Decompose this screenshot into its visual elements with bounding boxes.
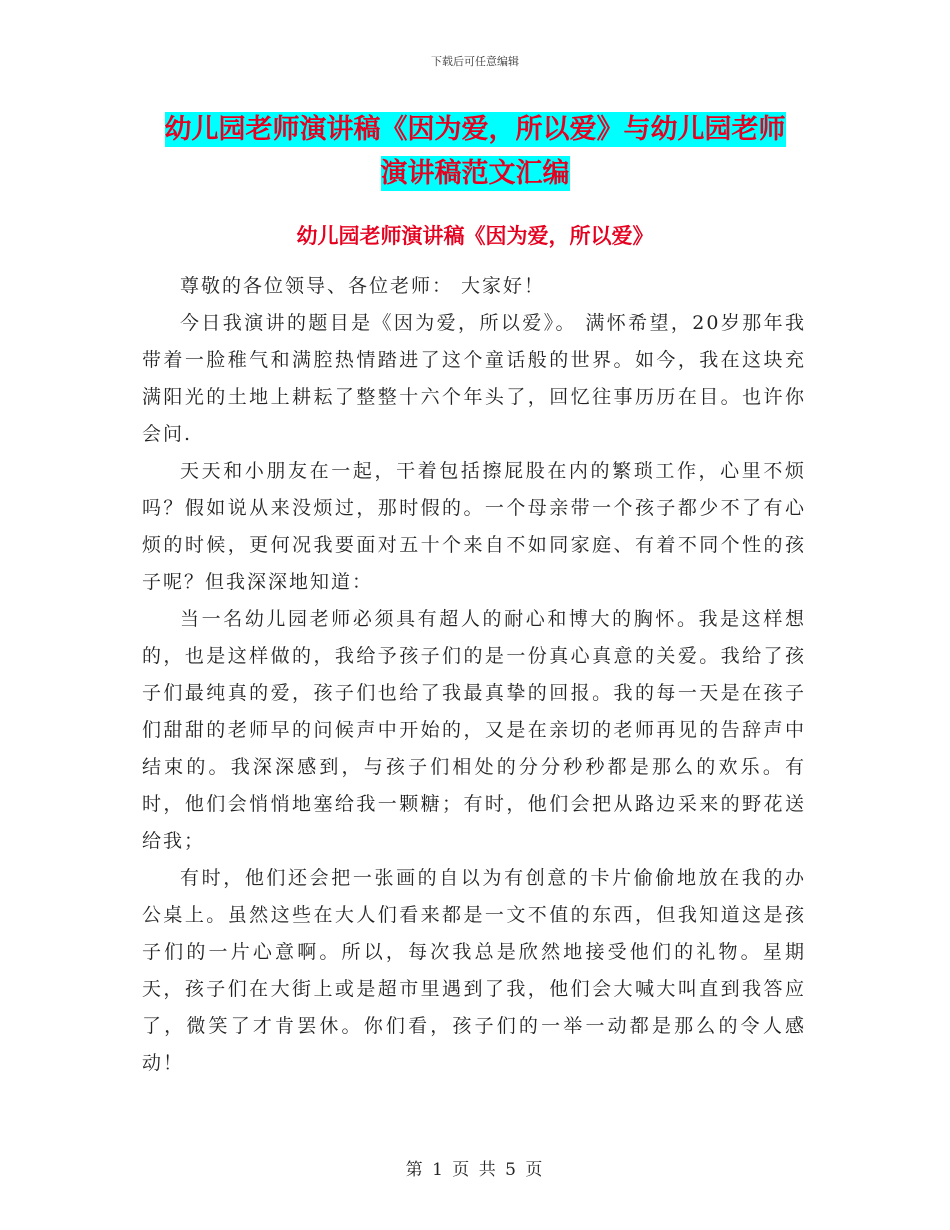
paragraph: 今日我演讲的题目是《因为爱，所以爱》。 满怀希望，20岁那年我带着一脸稚气和满腔热情踏进了这个童话般的世界。如今，我在这块充满阳光的土地上耕耘了整整十六个年头了，回忆往事历历在目。也许你会问. (142, 312, 806, 445)
paragraph: 当一名幼儿园老师必须具有超人的耐心和博大的胸怀。我是这样想的，也是这样做的，我给予孩子们的是一份真心真意的关爱。我给了孩子们最纯真的爱，孩子们也给了我最真挚的回报。我的每一天是在孩子们甜甜的老师早的问候声中开始的，又是在亲切的老师再见的告辞声中结束的。我深深感到，与孩子们相处的分分秒秒都是那么的欢乐。有时，他们会悄悄地塞给我一颗糖；有时，他们会把从路边采来的野花送给我； (142, 608, 806, 852)
document-title-line-2: 演讲稿范文汇编 (380, 158, 570, 189)
paragraph-greeting: 尊敬的各位领导、各位老师： 大家好！ (180, 275, 546, 297)
page-number-footer: 第 1 页 共 5 页 (405, 1160, 545, 1180)
paragraph: 有时，他们还会把一张画的自以为有创意的卡片偷偷地放在我的办公桌上。虽然这些在大人们看来都是一文不值的东西，但我知道这是孩子们的一片心意啊。所以，每次我总是欣然地接受他们的礼物。星期天，孩子们在大街上或是超市里遇到了我，他们会大喊大叫直到我答应了，微笑了才肯罢休。你们看，孩子们的一举一动都是那么的令人感动！ (142, 867, 806, 1074)
paragraph: 天天和小朋友在一起，干着包括擦屁股在内的繁琐工作，心里不烦吗？假如说从来没烦过，那时假的。一个母亲带一个孩子都少不了有心烦的时候，更何况我要面对五十个来自不如同家庭、有着不同个性的孩子呢？但我深深地知道： (142, 460, 806, 593)
speech-body (142, 268, 806, 1082)
document-title-line-1: 幼儿园老师演讲稿《因为爱，所以爱》与幼儿园老师 (164, 114, 786, 145)
page-header-note: 下载后可任意编辑 (431, 55, 519, 68)
section-subtitle: 幼儿园老师演讲稿《因为爱，所以爱》 (296, 224, 654, 248)
